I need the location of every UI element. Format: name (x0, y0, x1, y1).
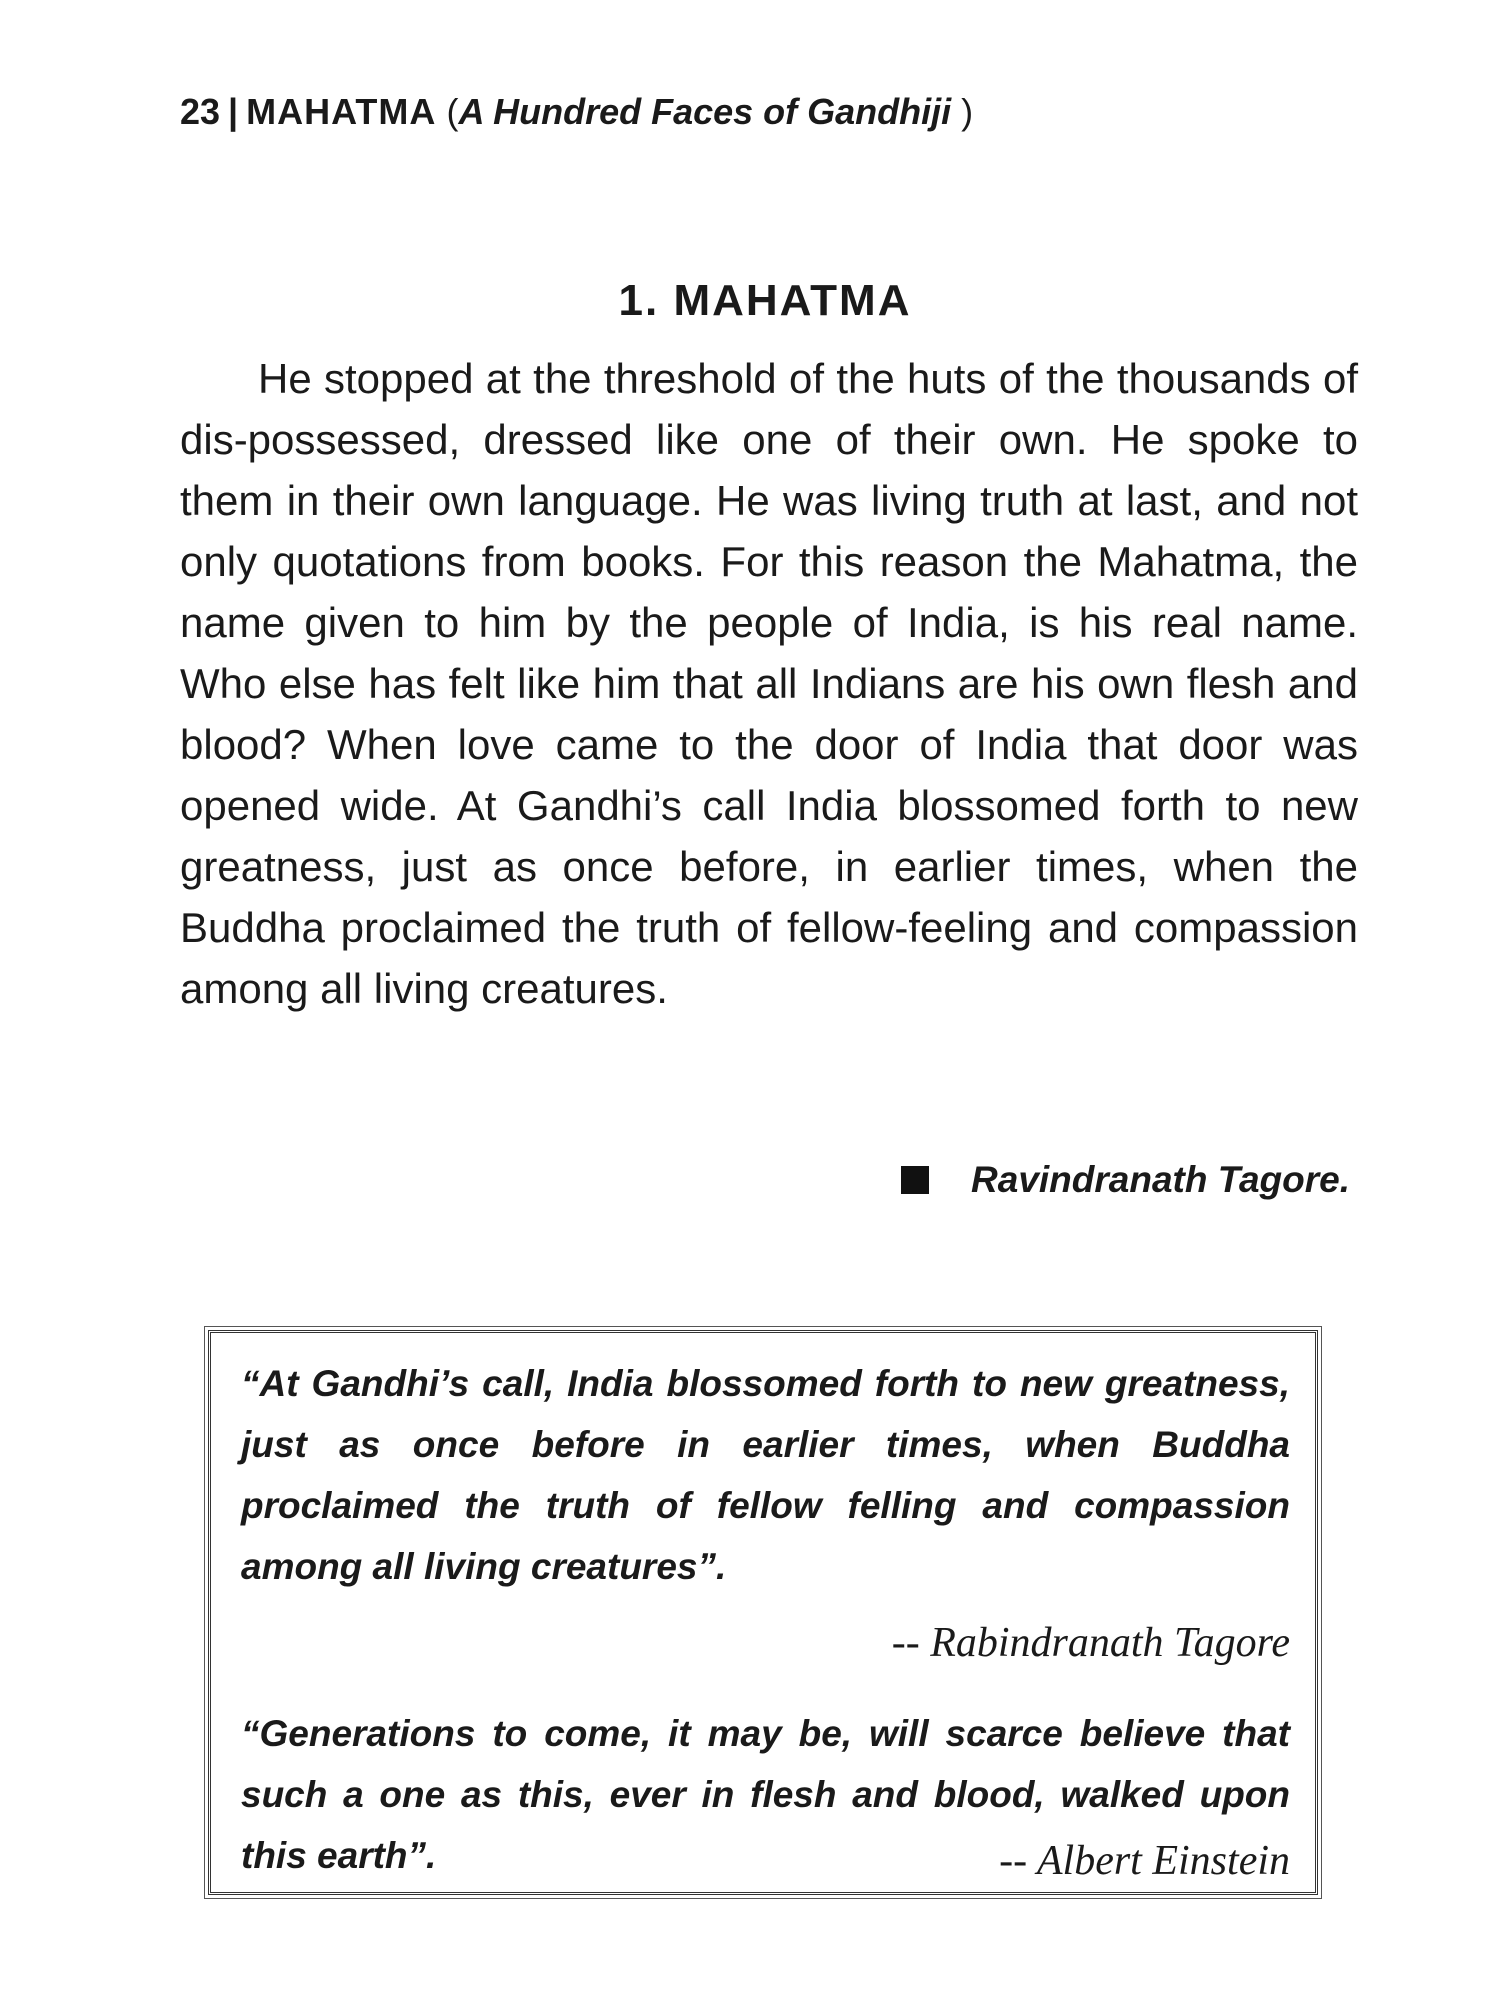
chapter-attribution (901, 1155, 1350, 1205)
subtitle-close-paren: ) (951, 91, 974, 132)
subtitle-open-paren: ( (446, 91, 459, 132)
page-header (180, 90, 973, 134)
header-separator: | (228, 91, 239, 132)
quote-box (208, 1330, 1318, 1895)
page-number: 23 (180, 91, 221, 132)
quote-text-tagore: “At Gandhi’s call, India blossomed forth to new greatness, just as once before in earlier times, when Buddha proclaimed the truth of fellow felling and compassion among all living creatures”. (241, 1363, 1290, 1587)
book-title: MAHATMA (246, 91, 437, 132)
quote-author-einstein: -- Albert Einstein (999, 1838, 1290, 1884)
square-bullet-icon (901, 1166, 929, 1194)
attribution-author: Ravindranath Tagore. (971, 1159, 1350, 1200)
chapter-body-text: He stopped at the threshold of the huts of the thousands of dis-possessed, dressed like one of their own. He spoke to them in their own language. He was living truth at last, and not only quotations from books. For this reason the Mahatma, the name given to him by the people of India, is his real name. Who else has felt like him that all Indians are his own flesh and blood? When love came to the door of India that door was opened wide. At Gandhi’s call India blossomed forth to new greatness, just as once before, in earlier times, when the Buddha proclaimed the truth of fellow-feeling and compassion among all living creatures. (180, 355, 1358, 1012)
book-subtitle: A Hundred Faces of Gandhiji (458, 91, 952, 132)
quote-author-tagore: -- Rabindranath Tagore (891, 1620, 1290, 1666)
quote-text-einstein: “Generations to come, it may be, will scarce believe that such a one as this, ever in flesh and blood, walked upon this earth”. (241, 1713, 1290, 1876)
chapter-title: 1. MAHATMA (618, 276, 912, 325)
